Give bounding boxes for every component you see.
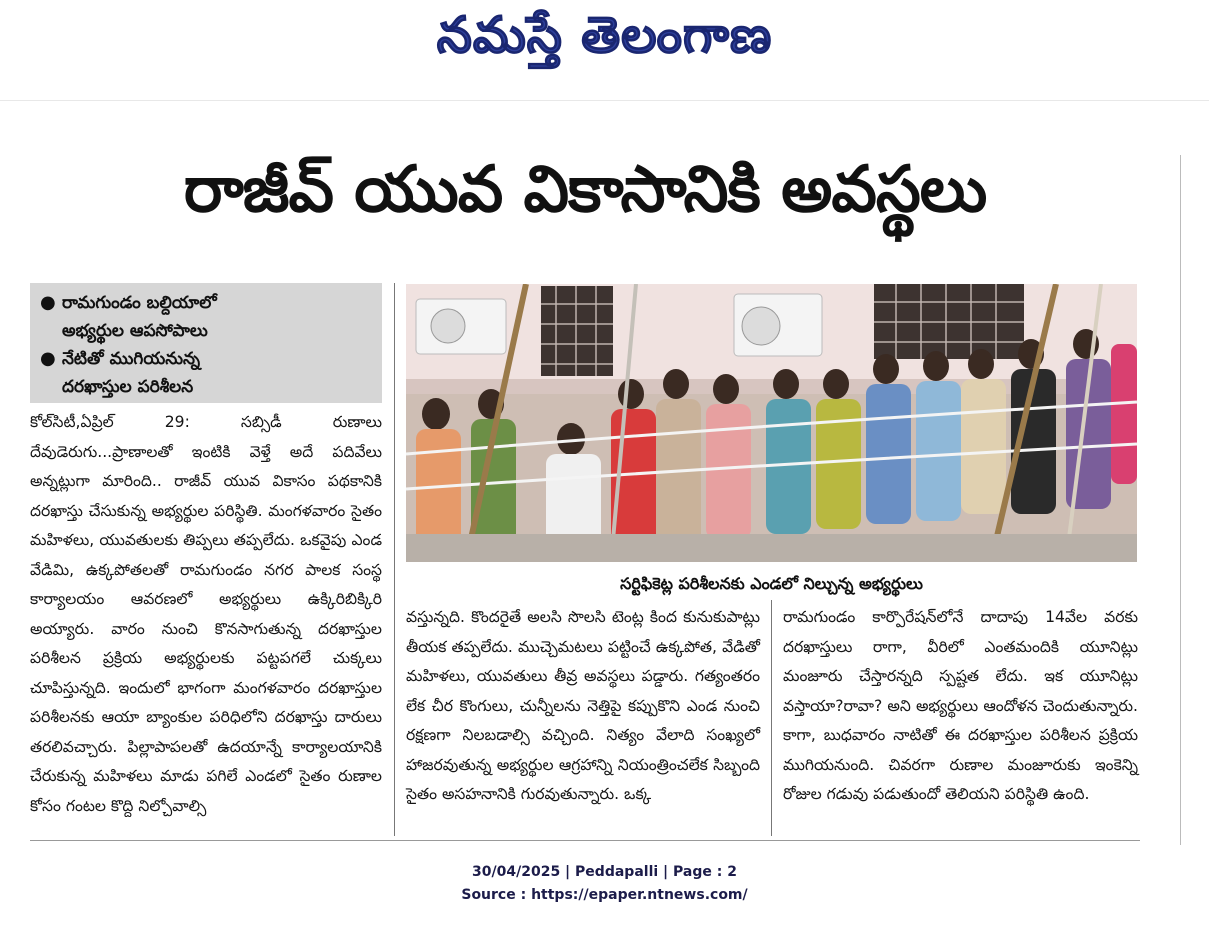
- bullet-icon: ●: [40, 348, 56, 369]
- news-photo: [406, 284, 1137, 562]
- newspaper-masthead: నమస్తే తెలంగాణ: [436, 6, 773, 64]
- highlight-line: దరఖాస్తుల పరిశీలన: [62, 377, 194, 397]
- article-column-1: కోల్‌సిటీ,ఏప్రిల్ 29: సబ్సిడీ రుణాలు దేవుడెరుగు...ప్రాణాలతో ఇంటికి వెళ్తే అదే పదివేలు అన్నట్లుగా మారింది.. రాజీవ్ యువ వికాసం పథకానికి దరఖాస్తు చేసుకున్న అభ్యర్థుల పరిస్థితి. మంగళవారం సైతం మహిళలు, యువతులకు తిప్పలు తప్పలేదు. ఒకవైపు ఎండ వేడిమి, ఉక్కపోతలతో రామగుండం నగర పాలక సంస్థ కార్యాలయం ఆవరణలో అభ్యర్థులు ఉక్కిరిబిక్కిరి అయ్యారు. వారం నుంచి కొనసాగుతున్న దరఖాస్తుల పరిశీలన ప్రక్రియ అభ్యర్థులకు పట్టపగలే చుక్కలు చూపిస్తున్నది. ఇందులో భాగంగా మంగళవారం దరఖాస్తుల పరిశీలనకు ఆయా బ్యాంకుల పరిధిలోని దరఖాస్తు దారులు తరలివచ్చారు. పిల్లాపాపలతో ఉదయాన్నే కార్యాలయానికి చేరుకున్న మహిళలు మాడు పగిలే ఎండలో సైతం రుణాల కోసం గంటల కొద్ది నిల్చోవాల్సి: [30, 413, 382, 815]
- bullet-icon: ●: [40, 292, 56, 313]
- highlight-line: నేటితో ముగియనున్న: [62, 349, 201, 369]
- article-column-2: వస్తున్నది. కొందరైతే అలసి సొలసి టెంట్ల కింద కునుకుపాట్లు తీయక తప్పలేదు. ముచ్చెమటలు పట్టించే ఉక్కపోత, వేడితో మహిళలు, యువతులు తీవ్ర అవస్థలు పడ్డారు. గత్యంతరం లేక చీర కొంగులు, చున్నీలను నెత్తిపై కప్పుకొని ఎండ నుంచి రక్షణగా నిలబడాల్సి వచ్చింది. నిత్యం వేలాది సంఖ్యలో హాజరవుతున్న అభ్యర్థుల ఆగ్రహాన్ని నియంత్రించలేక సిబ్బంది సైతం అసహనానికి గురవుతున్నారు. ఒక్క: [406, 608, 760, 803]
- window-grille-left: [541, 286, 613, 376]
- article-bottom-rule: [30, 840, 1140, 841]
- footer-date-edition: 30/04/2025 | Peddapalli | Page : 2: [472, 864, 737, 880]
- photo-caption: సర్టిఫికెట్ల పరిశీలనకు ఎండలో నిల్చున్న అభ్యర్థులు: [620, 574, 923, 593]
- column-divider: [394, 283, 395, 836]
- article-column-3: రామగుండం కార్పొరేషన్‌లోనే దాదాపు 14వేల వరకు దరఖాస్తులు రాగా, వీరిలో ఎంతమందికి యూనిట్లు మంజూరు చేస్తారన్నది స్పష్టత లేదు. ఇక యూనిట్లు వస్తాయా?రావా? అని అభ్యర్థులు ఆందోళన చెందుతున్నారు. కాగా, బుధవారం నాటితో ఈ దరఖాస్తుల పరిశీలన ప్రక్రియ ముగియనుంది. చివరగా రుణాల మంజూరుకు ఇంకెన్ని రోజుల గడువు పడుతుందో తెలియని పరిస్థితి ఉంది.: [783, 608, 1138, 803]
- highlight-item: [40, 345, 372, 401]
- highlights-box: [30, 283, 382, 403]
- highlight-line: రామగుండం బల్దియాలో: [62, 293, 217, 313]
- masthead-divider: [0, 100, 1209, 101]
- highlight-line: అభ్యర్థుల ఆపసోపాలు: [62, 321, 208, 341]
- crowd-photo-illustration: [406, 284, 1137, 562]
- window-grille-right: [874, 284, 1024, 359]
- highlight-item: [40, 289, 372, 345]
- article-headline: రాజీవ్ యువ వికాసానికి అవస్థలు: [183, 153, 987, 227]
- footer-source: Source : https://epaper.ntnews.com/: [461, 887, 748, 903]
- column-divider: [771, 600, 772, 836]
- page-right-border: [1180, 155, 1181, 845]
